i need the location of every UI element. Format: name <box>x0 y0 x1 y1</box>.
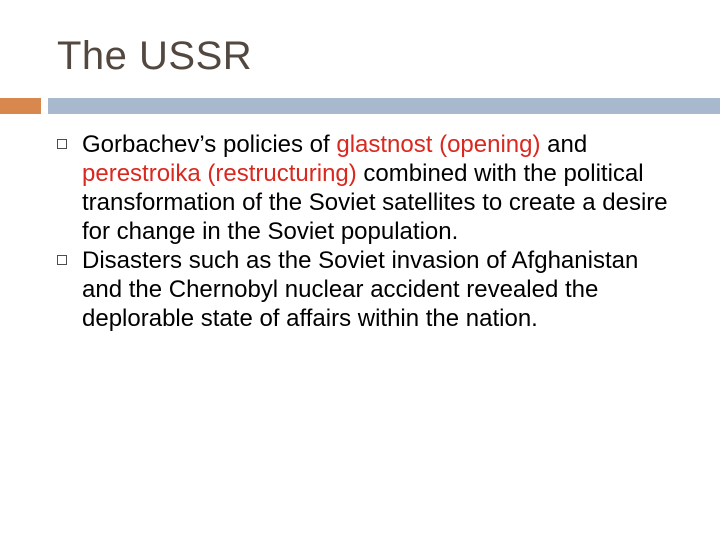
slide-title: The USSR <box>57 34 253 78</box>
bullet-text-1: Gorbachev’s policies of glastnost (opening) and perestroika (restructuring) combined with the political transformation of the Soviet satellites to create a desire for change in the Soviet population. <box>82 131 668 245</box>
bullet-item-gorbachev <box>57 130 677 246</box>
header-bar <box>48 98 720 114</box>
square-bullet-icon <box>57 139 67 149</box>
bullet-text-2: Disasters such as the Soviet invasion of Afghanistan and the Chernobyl nuclear accident revealed the deplorable state of affairs within the nation. <box>82 247 639 332</box>
bullet-item-disasters <box>57 246 677 333</box>
accent-bar <box>0 98 41 114</box>
bullet-list <box>57 130 677 333</box>
highlight-perestroika: perestroika (restructuring) <box>82 160 357 187</box>
highlight-glastnost: glastnost (opening) <box>336 131 541 158</box>
square-bullet-icon <box>57 255 67 265</box>
